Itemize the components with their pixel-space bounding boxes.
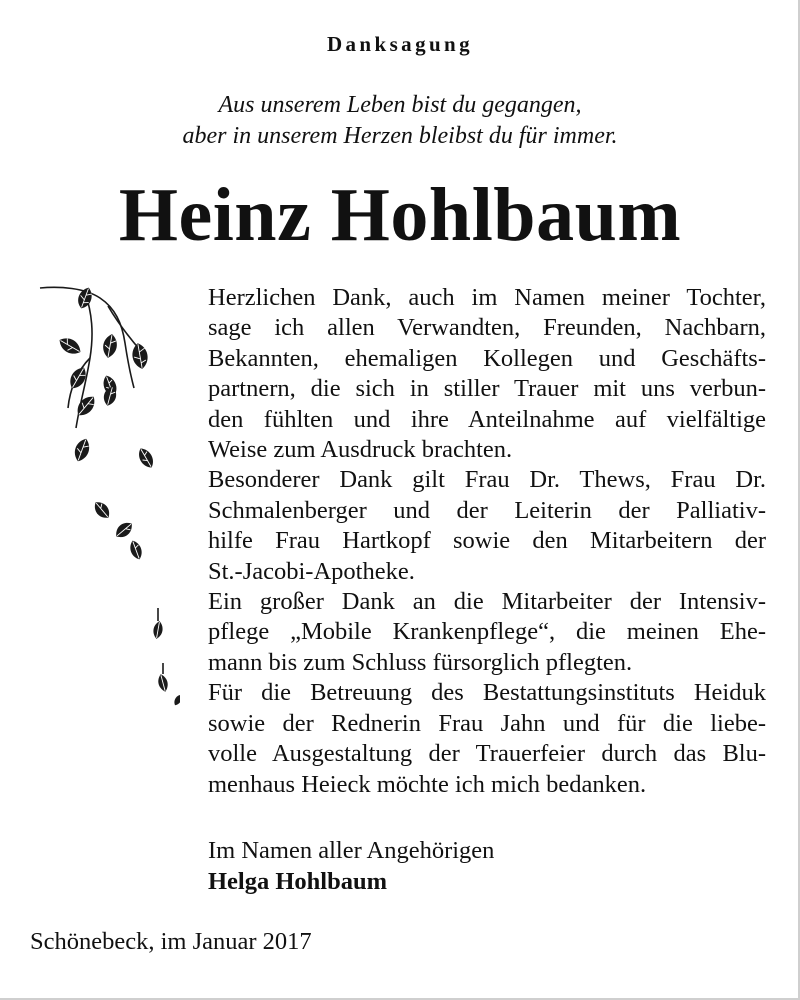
message-line: Weise zum Ausdruck brachten.: [208, 436, 513, 464]
verse-line-2: aber in unserem Herzen bleibst du für immer.: [182, 123, 618, 149]
message-line: mann bis zum Schluss fürsorglich pflegten.: [208, 648, 633, 676]
memorial-verse: [0, 90, 800, 152]
message-line: Schmalenberger und der Leiterin der Palliativ-: [208, 496, 766, 524]
closing-line: Im Namen aller Angehörigen: [208, 837, 495, 864]
notice-header: Danksagung: [326, 32, 474, 56]
message-line: sage ich allen Verwandten, Freunden, Nachbarn,: [208, 314, 766, 342]
message-line: hilfe Frau Hartkopf sowie den Mitarbeitern der: [208, 527, 766, 555]
closing-block: [208, 836, 494, 897]
verse-line-1: Aus unserem Leben bist du gegangen,: [218, 92, 582, 118]
deceased-name: Heinz Hohlbaum: [118, 173, 682, 257]
message-line: partnern, die sich in stiller Trauer mit uns verbun-: [208, 375, 766, 403]
message-line: sowie der Rednerin Frau Jahn und für die liebe-: [208, 709, 766, 737]
message-line: Besonderer Dank gilt Frau Dr. Thews, Frau Dr.: [208, 466, 766, 494]
message-line: Für die Betreuung des Bestattungsinstituts Heiduk: [208, 679, 766, 707]
message-line: pflege „Mobile Krankenpflege“, die meinen Ehe-: [208, 618, 766, 646]
message-line: menhaus Heieck möchte ich mich bedanken.: [208, 770, 647, 798]
message-line: volle Ausgestaltung der Trauerfeier durch das Blu-: [208, 740, 766, 768]
message-line: St.-Jacobi-Apotheke.: [208, 557, 415, 585]
falling-leaves-illustration: [30, 278, 180, 718]
signature: Helga Hohlbaum: [208, 867, 388, 895]
thank-you-message: [208, 283, 766, 800]
message-line: Bekannten, ehemaligen Kollegen und Geschäfts-: [208, 344, 766, 372]
leaf-cluster-icon: [56, 285, 180, 706]
message-line: Herzlichen Dank, auch im Namen meiner Tochter,: [208, 284, 766, 311]
message-line: den fühlten und ihre Anteilnahme auf vielfältige: [208, 405, 766, 433]
place-and-date: Schönebeck, im Januar 2017: [30, 928, 312, 955]
message-line: Ein großer Dank an die Mitarbeiter der Intensiv-: [208, 588, 766, 616]
